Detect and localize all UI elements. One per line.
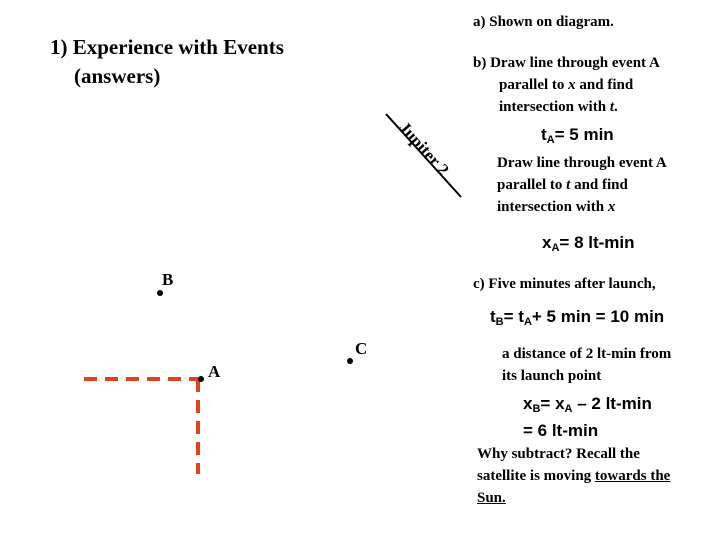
xB-sub: B (532, 403, 541, 415)
part-b-line-2-post: and find (575, 77, 634, 93)
part-c-text: c) Five minutes after launch, (473, 276, 656, 292)
xB-var2: x (555, 394, 565, 413)
distance-line-1: a distance of 2 lt-min from (502, 346, 672, 362)
xB-line-2: = 6 lt-min (523, 421, 599, 440)
part-b-line-3-post: . (614, 99, 618, 115)
why-line-3-underlined: Sun. (477, 490, 506, 506)
tB-var: t (490, 307, 496, 326)
tB-mid: = (503, 307, 519, 326)
xA-var: x (542, 233, 552, 252)
tB-sub: B (495, 316, 504, 328)
why-line-1: Why subtract? Recall the (477, 446, 640, 462)
event-b-dot (157, 290, 163, 296)
xB-rest: – 2 lt-min (572, 394, 652, 413)
xA-rest: = 8 lt-min (559, 233, 635, 252)
distance-line-2: its launch point (502, 368, 602, 384)
event-b-label: B (162, 270, 174, 289)
tA-rest: = 5 min (554, 125, 614, 144)
draw-t-line-3-var: x (607, 199, 616, 215)
why-line-2-pre: satellite is moving (477, 468, 595, 484)
event-c-dot (347, 358, 353, 364)
tA-var: t (541, 125, 547, 144)
event-a-dot (198, 376, 204, 382)
tB-var2: t (518, 307, 524, 326)
tA-sub: A (546, 134, 555, 146)
why-line-2-underlined: towards the (594, 468, 671, 484)
part-b-line-3-var: t (609, 99, 614, 115)
title-line-2: (answers) (74, 64, 161, 88)
title-line-1: 1) Experience with Events (50, 35, 284, 59)
draw-t-line-2-var: t (566, 177, 571, 193)
jupiter-2-label: Jupiter 2 (395, 117, 453, 180)
part-a-text: a) Shown on diagram. (473, 14, 614, 30)
draw-t-line-1: Draw line through event A (497, 155, 667, 171)
xB-sub2: A (564, 403, 573, 415)
draw-t-line-2-pre: parallel to (497, 177, 567, 193)
xB-var: x (523, 394, 533, 413)
tB-rest: + 5 min = 10 min (531, 307, 665, 326)
event-c-label: C (355, 339, 368, 358)
part-b-line-1: b) Draw line through event A (473, 55, 660, 71)
tB-sub2: A (523, 316, 532, 328)
part-b-line-3-pre: intersection with (499, 99, 610, 115)
xB-mid: = (540, 394, 556, 413)
xA-sub: A (551, 242, 560, 254)
part-b-line-2-var: x (568, 77, 576, 93)
draw-t-line-3-pre: intersection with (497, 199, 608, 215)
event-a-label: A (208, 362, 221, 381)
draw-t-line-2-post: and find (570, 177, 628, 193)
part-b-line-2-pre: parallel to (499, 77, 569, 93)
